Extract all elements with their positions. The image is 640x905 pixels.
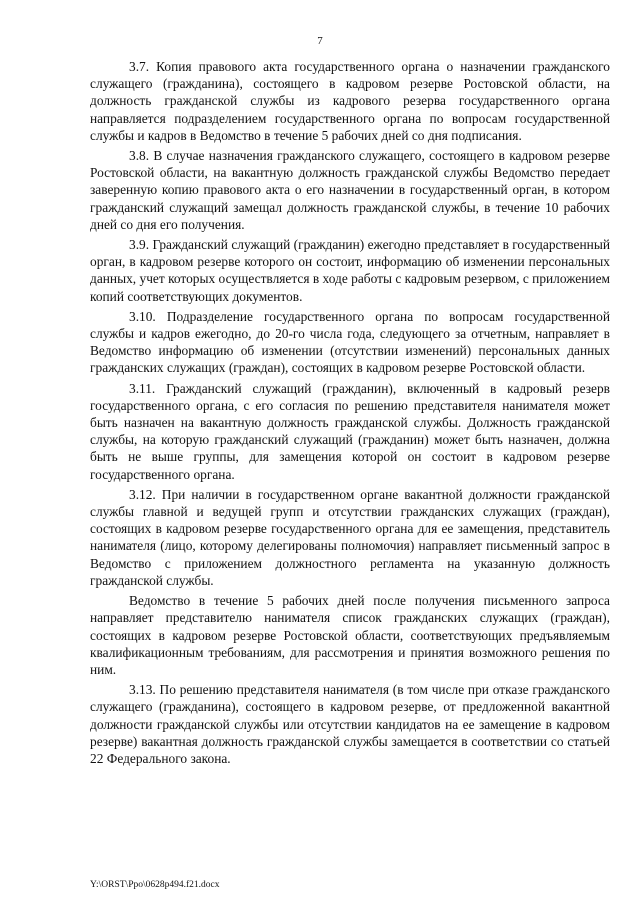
paragraph-3-12-continuation: Ведомство в течение 5 рабочих дней после получения письменного запроса направляет представителю нанимателя список гражданских служащих (граждан), состоящих в кадровом резерве Ростовской области, соответствующих предъявляемым квалификационным требованиям, для рассмотрения и принятия возможного решения по ним.: [90, 593, 610, 677]
document-body: [90, 58, 610, 770]
paragraph-3-13: 3.13. По решению представителя нанимателя (в том числе при отказе гражданского служащего (гражданина), состоящего в кадровом резерве, от предложенной вакантной должности гражданской службы или отсутствии кандидатов на ее замещение в кадровом резерве) вакантная должность гражданской службы замещается в соответствии со статьей 22 Федерального закона.: [90, 682, 610, 766]
paragraph-3-8: 3.8. В случае назначения гражданского служащего, состоящего в кадровом резерве Ростовской области, на вакантную должность гражданской службы Ведомство передает заверенную копию правового акта о его назначении в государственный орган, в котором гражданский служащий замещал должность гражданской службы, в течение 10 рабочих дней со дня его получения.: [90, 148, 610, 232]
paragraph-3-12: 3.12. При наличии в государственном органе вакантной должности гражданской службы главной и ведущей групп и отсутствии гражданских служащих (граждан), состоящих в кадровом резерве государственного органа для ее замещения, представитель нанимателя (лицо, которому делегированы полномочия) направляет письменный запрос в Ведомство с приложением должностного регламента на указанную должность гражданской службы.: [90, 486, 610, 588]
paragraph-3-9: 3.9. Гражданский служащий (гражданин) ежегодно представляет в государственный орган, в кадровом резерве которого он состоит, информацию об изменении персональных данных, учет которых осуществляется в ходе работы с кадровым резервом, с приложением копий соответствующих документов.: [90, 237, 610, 304]
paragraph-3-10: 3.10. Подразделение государственного органа по вопросам государственной службы и кадров ежегодно, до 20-го числа года, следующего за отчетным, направляет в Ведомство информацию об изменении (отсутствии изменений) персональных данных гражданских служащих (граждан), состоящих в кадровом резерве Ростовской области.: [90, 308, 610, 376]
page-number: 7: [317, 35, 323, 47]
footer-file-path: Y:\ORST\Ppo\0628p494.f21.docx: [90, 880, 220, 890]
paragraph-3-7: 3.7. Копия правового акта государственного органа о назначении гражданского служащего (гражданина), состоящего в кадровом резерве Ростовской области, на должность гражданской службы из кадрового резерва государственного органа направляется подразделением государственного органа по вопросам государственной службы и кадров в Ведомство в течение 5 рабочих дней со дня подписания.: [90, 59, 610, 143]
paragraph-3-11: 3.11. Гражданский служащий (гражданин), включенный в кадровый резерв государственного органа, с его согласия по решению представителя нанимателя может быть назначен на вакантную должность гражданской службы. Должность гражданской службы, на которую гражданский служащий (гражданин) может быть назначен, должна быть не выше группы, для замещения которой он состоит в кадровом резерве государственного органа.: [90, 380, 610, 482]
